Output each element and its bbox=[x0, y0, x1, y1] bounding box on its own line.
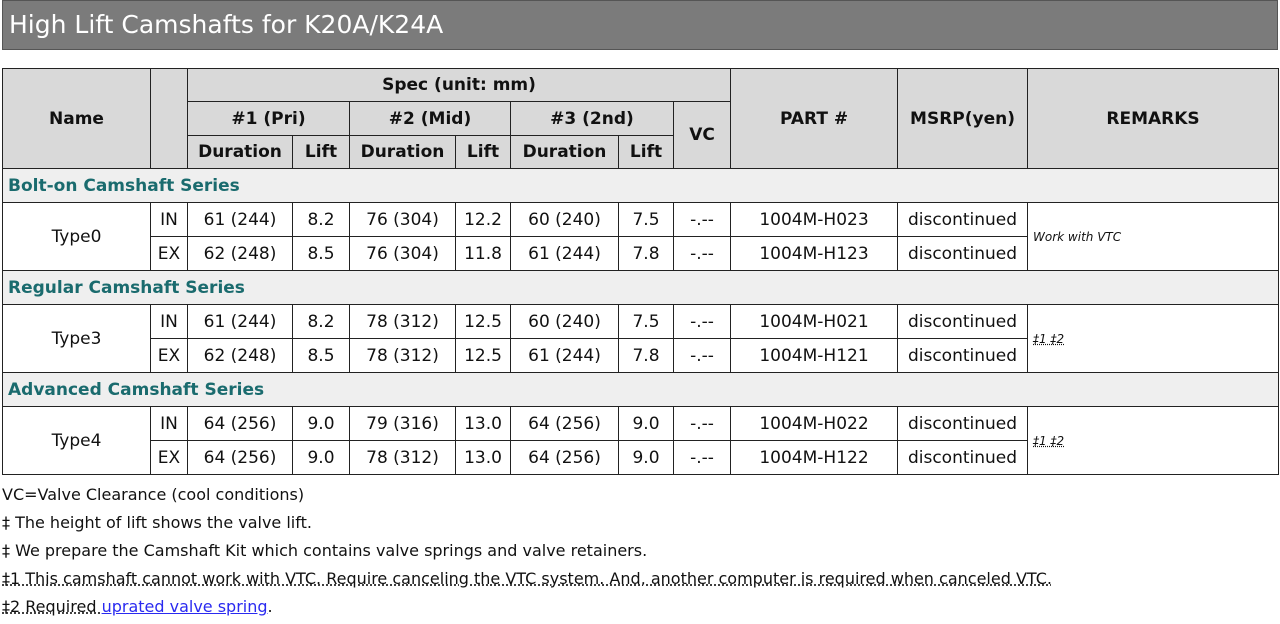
duration-cell: 61 (244) bbox=[511, 339, 619, 373]
header-name: Name bbox=[3, 69, 151, 169]
lift-cell: 8.5 bbox=[293, 237, 350, 271]
vc-cell: -.-- bbox=[674, 305, 731, 339]
header-msrp: MSRP(yen) bbox=[898, 69, 1028, 169]
lift-cell: 7.8 bbox=[619, 339, 674, 373]
vc-cell: -.-- bbox=[674, 407, 731, 441]
msrp-cell: discontinued bbox=[898, 441, 1028, 475]
vc-cell: -.-- bbox=[674, 237, 731, 271]
duration-cell: 64 (256) bbox=[511, 407, 619, 441]
msrp-cell: discontinued bbox=[898, 339, 1028, 373]
camshaft-type-name: Type3 bbox=[3, 305, 151, 373]
lift-cell: 13.0 bbox=[456, 441, 511, 475]
part-number-cell: 1004M-H121 bbox=[731, 339, 898, 373]
camshaft-spec-table bbox=[2, 68, 1279, 475]
table-header bbox=[3, 69, 1279, 169]
duration-cell: 78 (312) bbox=[350, 441, 456, 475]
duration-cell: 64 (256) bbox=[188, 441, 293, 475]
lift-cell: 12.5 bbox=[456, 305, 511, 339]
duration-cell: 76 (304) bbox=[350, 203, 456, 237]
part-number-cell: 1004M-H022 bbox=[731, 407, 898, 441]
footnotes bbox=[2, 481, 1278, 621]
header-pri: #1 (Pri) bbox=[188, 102, 350, 136]
duration-cell: 60 (240) bbox=[511, 305, 619, 339]
vc-cell: -.-- bbox=[674, 203, 731, 237]
duration-cell: 62 (248) bbox=[188, 237, 293, 271]
header-duration: Duration bbox=[188, 136, 293, 169]
lift-cell: 8.2 bbox=[293, 305, 350, 339]
header-lift: Lift bbox=[456, 136, 511, 169]
vc-cell: -.-- bbox=[674, 441, 731, 475]
series-heading: Advanced Camshaft Series bbox=[3, 373, 1279, 407]
duration-cell: 61 (244) bbox=[511, 237, 619, 271]
header-lift: Lift bbox=[293, 136, 350, 169]
lift-cell: 7.8 bbox=[619, 237, 674, 271]
uprated-valve-spring-link[interactable]: uprated valve spring bbox=[101, 597, 268, 616]
duration-cell: 60 (240) bbox=[511, 203, 619, 237]
camshaft-type-name: Type4 bbox=[3, 407, 151, 475]
side-cell: EX bbox=[151, 339, 188, 373]
header-duration: Duration bbox=[350, 136, 456, 169]
part-number-cell: 1004M-H021 bbox=[731, 305, 898, 339]
msrp-cell: discontinued bbox=[898, 407, 1028, 441]
remarks-cell: Work with VTC bbox=[1028, 203, 1279, 271]
side-cell: IN bbox=[151, 305, 188, 339]
remarks-cell bbox=[1028, 407, 1279, 475]
lift-cell: 7.5 bbox=[619, 305, 674, 339]
header-mid: #2 (Mid) bbox=[350, 102, 511, 136]
side-cell: EX bbox=[151, 237, 188, 271]
lift-cell: 11.8 bbox=[456, 237, 511, 271]
lift-cell: 9.0 bbox=[293, 407, 350, 441]
duration-cell: 62 (248) bbox=[188, 339, 293, 373]
part-number-cell: 1004M-H122 bbox=[731, 441, 898, 475]
series-heading: Bolt-on Camshaft Series bbox=[3, 169, 1279, 203]
duration-cell: 61 (244) bbox=[188, 305, 293, 339]
note-2 bbox=[2, 593, 1278, 621]
lift-cell: 8.2 bbox=[293, 203, 350, 237]
side-cell: IN bbox=[151, 203, 188, 237]
msrp-cell: discontinued bbox=[898, 237, 1028, 271]
header-part: PART # bbox=[731, 69, 898, 169]
duration-cell: 79 (316) bbox=[350, 407, 456, 441]
duration-cell: 76 (304) bbox=[350, 237, 456, 271]
note-vc: VC=Valve Clearance (cool conditions) bbox=[2, 485, 305, 504]
header-duration: Duration bbox=[511, 136, 619, 169]
header-spec: Spec (unit: mm) bbox=[188, 69, 731, 102]
lift-cell: 9.0 bbox=[619, 441, 674, 475]
series-heading: Regular Camshaft Series bbox=[3, 271, 1279, 305]
header-side bbox=[151, 69, 188, 169]
vc-cell: -.-- bbox=[674, 339, 731, 373]
part-number-cell: 1004M-H123 bbox=[731, 237, 898, 271]
page-title: High Lift Camshafts for K20A/K24A bbox=[2, 0, 1278, 50]
note-lift: ‡ The height of lift shows the valve lift. bbox=[2, 513, 312, 532]
note-1: ‡1 This camshaft cannot work with VTC. Require canceling the VTC system. And, another computer is required when canceled VTC. bbox=[2, 569, 1052, 588]
lift-cell: 13.0 bbox=[456, 407, 511, 441]
header-lift: Lift bbox=[619, 136, 674, 169]
part-number-cell: 1004M-H023 bbox=[731, 203, 898, 237]
duration-cell: 64 (256) bbox=[511, 441, 619, 475]
lift-cell: 9.0 bbox=[293, 441, 350, 475]
lift-cell: 9.0 bbox=[619, 407, 674, 441]
duration-cell: 78 (312) bbox=[350, 339, 456, 373]
lift-cell: 12.2 bbox=[456, 203, 511, 237]
msrp-cell: discontinued bbox=[898, 305, 1028, 339]
header-vc: VC bbox=[674, 102, 731, 169]
lift-cell: 7.5 bbox=[619, 203, 674, 237]
lift-cell: 8.5 bbox=[293, 339, 350, 373]
side-cell: IN bbox=[151, 407, 188, 441]
note-kit: ‡ We prepare the Camshaft Kit which contains valve springs and valve retainers. bbox=[2, 541, 648, 560]
lift-cell: 12.5 bbox=[456, 339, 511, 373]
msrp-cell: discontinued bbox=[898, 203, 1028, 237]
note-reference-link[interactable]: ‡1 ‡2 bbox=[1033, 331, 1065, 346]
camshaft-type-name: Type0 bbox=[3, 203, 151, 271]
header-second: #3 (2nd) bbox=[511, 102, 674, 136]
note-2-suffix: . bbox=[267, 597, 273, 616]
duration-cell: 78 (312) bbox=[350, 305, 456, 339]
header-remarks: REMARKS bbox=[1028, 69, 1279, 169]
duration-cell: 64 (256) bbox=[188, 407, 293, 441]
duration-cell: 61 (244) bbox=[188, 203, 293, 237]
side-cell: EX bbox=[151, 441, 188, 475]
note-2-prefix: ‡2 Required bbox=[2, 597, 102, 616]
remarks-cell bbox=[1028, 305, 1279, 373]
note-reference-link[interactable]: ‡1 ‡2 bbox=[1033, 433, 1065, 448]
table-body bbox=[3, 169, 1279, 475]
